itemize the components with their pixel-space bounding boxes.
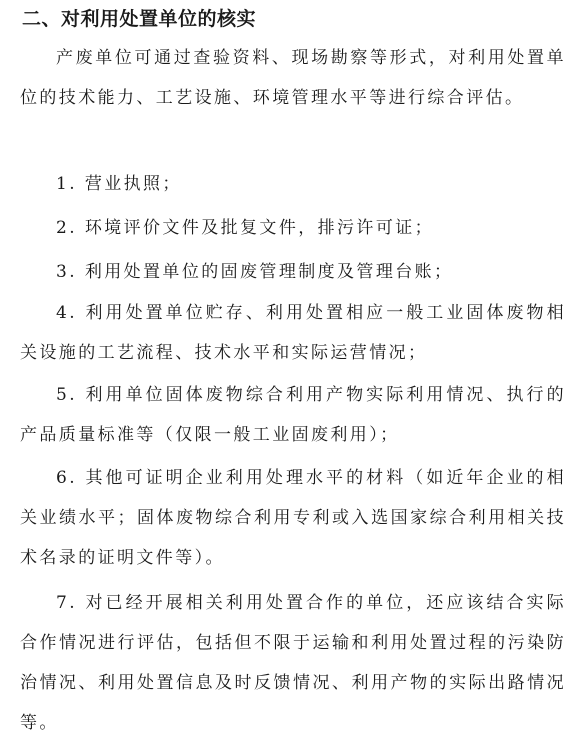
list-item-7: 7. 对已经开展相关利用处置合作的单位，还应该结合实际合作情况进行评估，包括但不限于运输和利用处置过程的污染防治情况、利用处置信息及时反馈情况、利用产物的实际出路情况等。 — [20, 593, 566, 733]
intro-paragraph: 产废单位可通过查验资料、现场勘察等形式，对利用处置单位的技术能力、工艺设施、环境管理水平等进行综合评估。 — [20, 48, 566, 108]
list-item-1: 1. 营业执照； — [56, 174, 182, 194]
list-item-2: 2. 环境评价文件及批复文件，排污许可证； — [56, 218, 435, 238]
list-item-6: 6. 其他可证明企业利用处理水平的材料（如近年企业的相关业绩水平；固体废物综合利用专利或入选国家综合利用相关技术名录的证明文件等）。 — [20, 468, 566, 568]
section-heading: 二、对利用处置单位的核实 — [22, 8, 257, 30]
list-item-5: 5. 利用单位固体废物综合利用产物实际利用情况、执行的产品质量标准等（仅限一般工业固废利用）； — [20, 385, 566, 445]
list-item-4: 4. 利用处置单位贮存、利用处置相应一般工业固体废物相关设施的工艺流程、技术水平和实际运营情况； — [20, 303, 566, 363]
list-item-3: 3. 利用处置单位的固废管理制度及管理台账； — [56, 262, 454, 282]
